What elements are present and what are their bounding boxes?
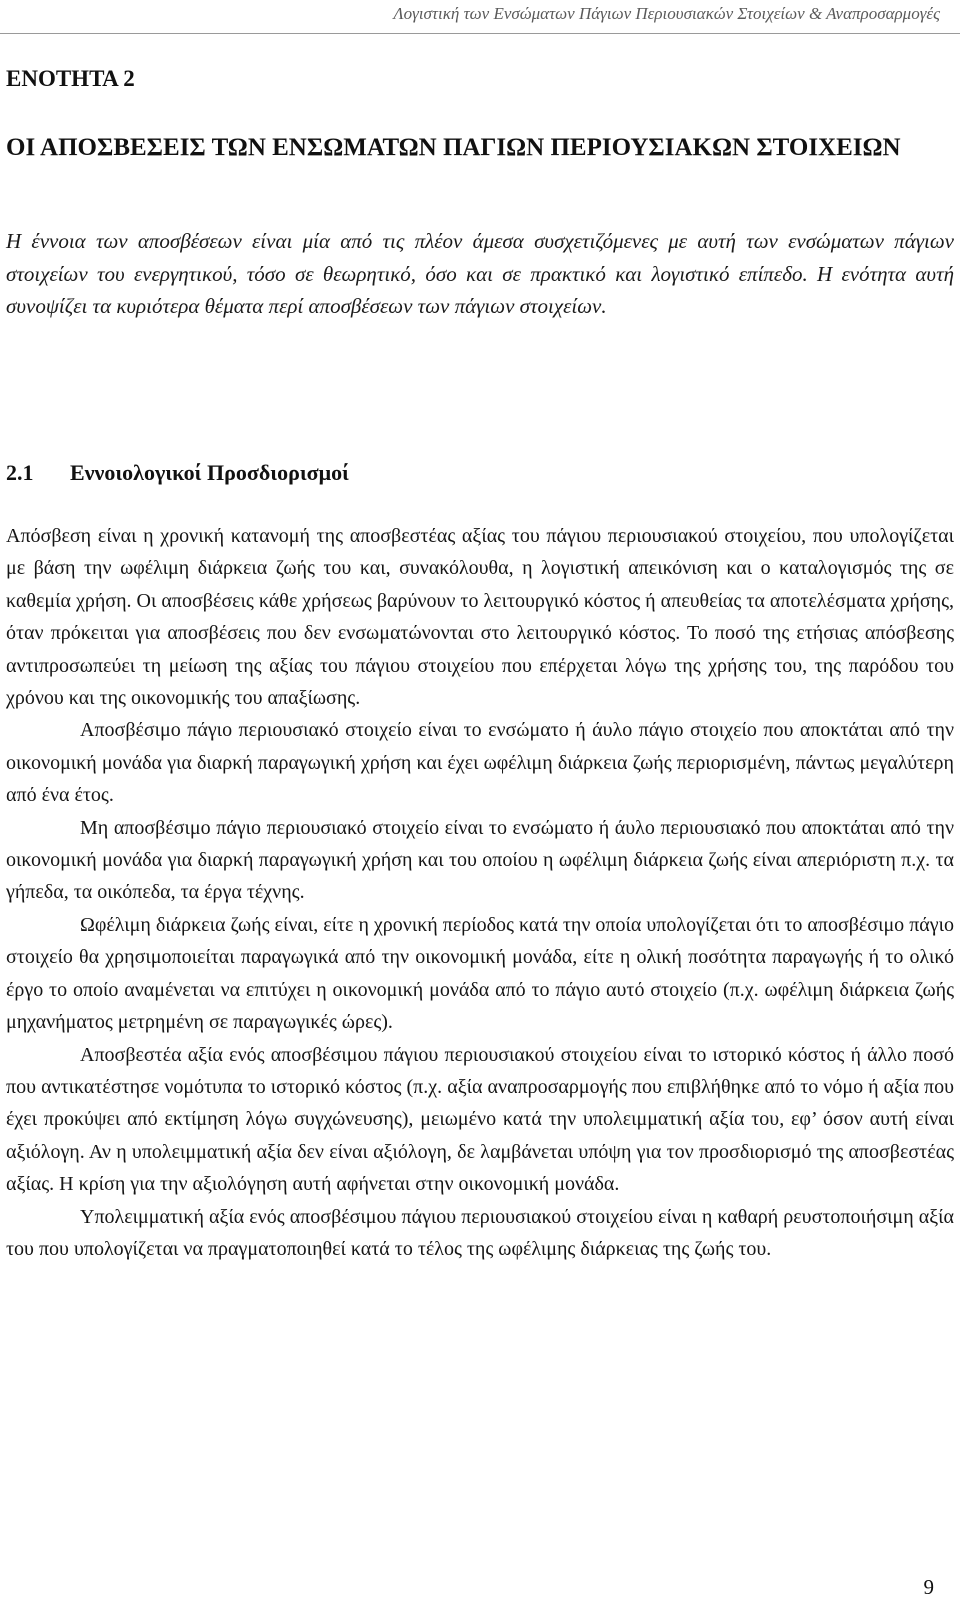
paragraph-depreciable-amount: Αποσβεστέα αξία ενός αποσβέσιμου πάγιου περιουσιακού στοιχείου είναι το ιστορικό κόστος ή άλλο ποσό που αντικατέστησε νομότυπα το ιστορικό κόστος (π.χ. αξία αναπροσαρμογής που επιβλήθηκε από το νόμο ή αξία που έχει προκύψει από εκτίμηση λόγω συγχώνευσης), μειωμένο κατά την υπολειμματική αξία του, εφ’ όσον αυτή είναι αξιόλογη. Αν η υπολειμματική αξία δεν είναι αξιόλογη, δε λαμβάνεται υπόψη για τον προσδιορισμό της αποσβεστέας αξίας. Η κρίση για την αξιολόγηση αυτή αφήνεται στην οικονομική μονάδα. <box>6 1043 954 1196</box>
section-heading <box>6 460 349 486</box>
paragraph-useful-life: Ωφέλιμη διάρκεια ζωής είναι, είτε η χρονική περίοδος κατά την οποία υπολογίζεται ότι το αποσβέσιμο πάγιο στοιχείο θα χρησιμοποιείται παραγωγικά από την οικονομική μονάδα, είτε η ολική ποσότητα παραγωγής ή το ολικό έργο το οποίο αναμένεται να επιτύχει η οικονομική μονάδα από το πάγιο αυτό στοιχείο (π.χ. ωφέλιμη διάρκεια ζωής μηχανήματος μετρημένη σε παραγωγικές ώρες). <box>6 913 954 1034</box>
running-header: Λογιστική των Ενσώματων Πάγιων Περιουσιακών Στοιχείων & Αναπροσαρμογές <box>393 4 940 23</box>
paragraph-residual-value: Υπολειμματική αξία ενός αποσβέσιμου πάγιου περιουσιακού στοιχείου είναι η καθαρή ρευστοποιήσιμη αξία του που υπολογίζεται να πραγματοποιηθεί κατά το τέλος της ωφέλιμης διάρκειας της ζωής του. <box>6 1205 954 1260</box>
paragraph-non-depreciable-asset: Μη αποσβέσιμο πάγιο περιουσιακό στοιχείο είναι το ενσώματο ή άυλο περιουσιακό που αποκτάται από την οικονομική μονάδα για διαρκή παραγωγική χρήση και του οποίου η ωφέλιμη διάρκεια ζωής είναι απεριόριστη π.χ. τα γήπεδα, τα οικόπεδα, τα έργα τέχνης. <box>6 816 954 904</box>
intro-paragraph: Η έννοια των αποσβέσεων είναι μία από τις πλέον άμεσα συσχετιζόμενες με αυτή των ενσώματων πάγιων στοιχείων του ενεργητικού, τόσο σε θεωρητικό, όσο και σε πρακτικό και λογιστικό επίπεδο. Η ενότητα αυτή συνοψίζει τα κυριότερα θέματα περί αποσβέσεων των πάγιων στοιχείων. <box>6 229 954 318</box>
header-divider <box>0 33 960 34</box>
section-title: Εννοιολογικοί Προσδιορισμοί <box>70 460 349 485</box>
paragraph-depreciation: Απόσβεση είναι η χρονική κατανομή της αποσβεστέας αξίας του πάγιου περιουσιακού στοιχείου, που υπολογίζεται με βάση την ωφέλιμη διάρκεια ζωής του και, συνακόλουθα, η λογιστική απεικόνιση και ο καταλογισμός της σε καθεμία χρήση. Οι αποσβέσεις κάθε χρήσεως βαρύνουν το λειτουργικό κόστος ή απευθείας τα αποτελέσματα χρήσης, όταν πρόκειται για αποσβέσεις που δεν ενσωματώνονται στο λειτουργικό κόστος. Το ποσό της ετήσιας απόσβεσης αντιπροσωπεύει τη μείωση της αξίας του πάγιου στοιχείου που επέρχεται λόγω της χρήσης του, της παρόδου του χρόνου και της οικονομικής του απαξίωσης. <box>6 525 954 710</box>
chapter-title: ΟΙ ΑΠΟΣΒΕΣΕΙΣ ΤΩΝ ΕΝΣΩΜΑΤΩΝ ΠΑΓΙΩΝ ΠΕΡΙΟΥΣΙΑΚΩΝ ΣΤΟΙΧΕΙΩΝ <box>6 134 901 161</box>
section-body <box>6 520 954 1265</box>
page-number: 9 <box>923 1575 934 1599</box>
unit-label: ΕΝΟΤΗΤΑ 2 <box>6 66 135 91</box>
paragraph-depreciable-asset: Αποσβέσιμο πάγιο περιουσιακό στοιχείο είναι το ενσώματο ή άυλο πάγιο στοιχείο που αποκτάται από την οικονομική μονάδα για διαρκή παραγωγική χρήση και έχει ωφέλιμη διάρκεια ζωής περιορισμένη, πάντως μεγαλύτερη από ένα έτος. <box>6 719 954 807</box>
section-number: 2.1 <box>6 460 34 485</box>
